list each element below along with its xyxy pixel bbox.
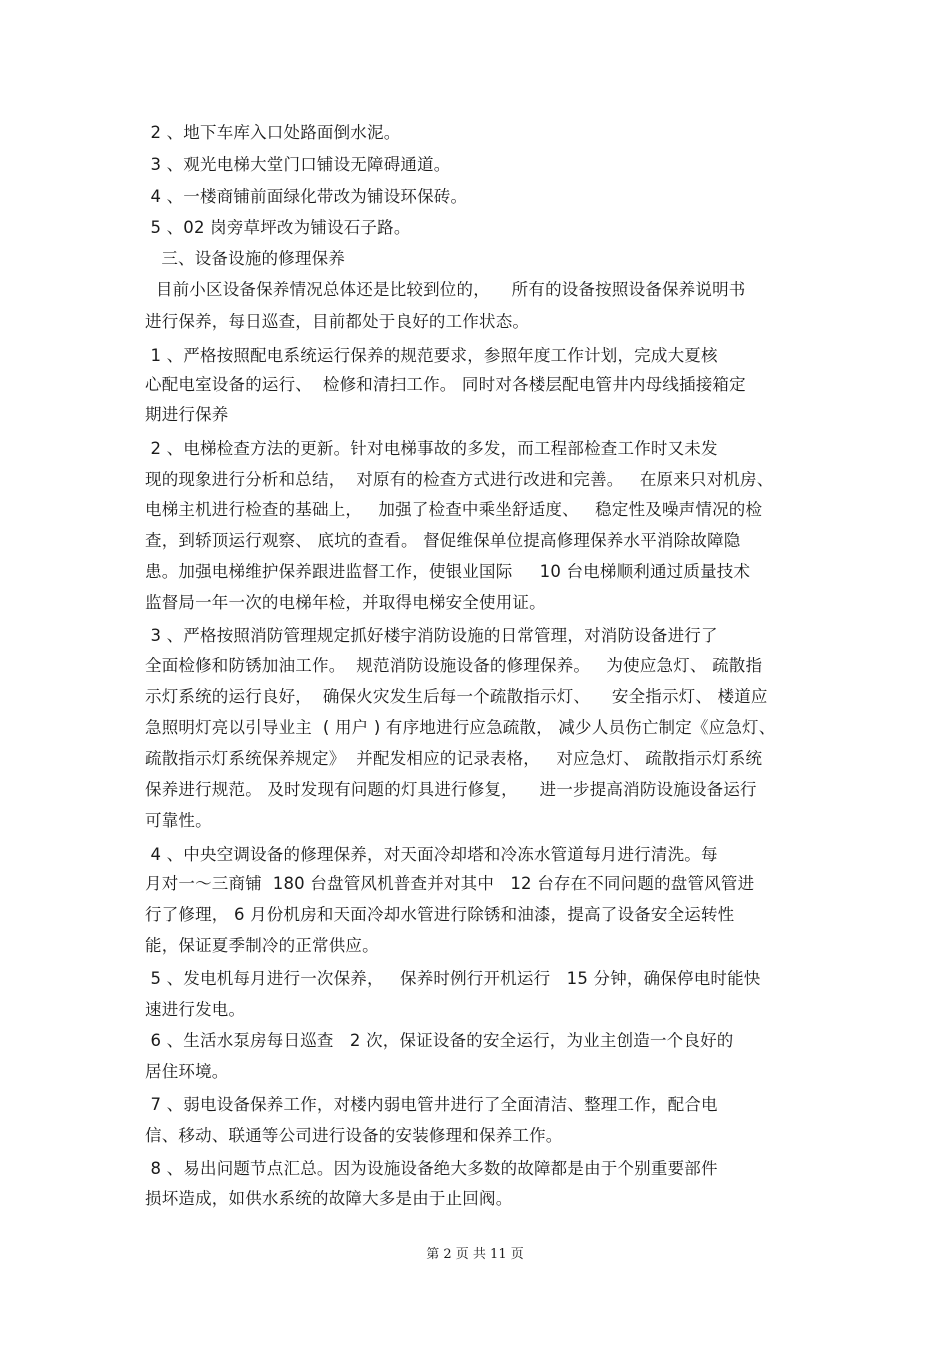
text-line: 4 、中央空调设备的修理保养，对天面冷却塔和冷冻水管道每月进行清洗。每 bbox=[145, 845, 718, 864]
text-line: 现的现象进行分析和总结， 对原有的检查方式进行改进和完善。 在原来只对机房、 bbox=[145, 470, 774, 489]
text-line: 1 、严格按照配电系统运行保养的规范要求，参照年度工作计划，完成大夏核 bbox=[145, 346, 718, 365]
text-line: 患。加强电梯维护保养跟进监督工作，使银业国际 10 台电梯顺利通过质量技术 bbox=[145, 562, 751, 581]
text-line: 保养进行规范。 及时发现有问题的灯具进行修复， 进一步提高消防设施设备运行 bbox=[145, 780, 757, 799]
text-line: 4 、一楼商铺前面绿化带改为铺设环保砖。 bbox=[145, 187, 468, 206]
text-line: 居住环境。 bbox=[145, 1062, 229, 1081]
page-footer: 第 2 页 共 11 页 bbox=[426, 1247, 524, 1262]
text-line: 6 、生活水泵房每日巡查 2 次，保证设备的安全运行，为业主创造一个良好的 bbox=[145, 1031, 734, 1050]
text-line: 电梯主机进行检查的基础上， 加强了检查中乘坐舒适度、 稳定性及噪声情况的检 bbox=[145, 500, 763, 519]
text-line: 信、移动、联通等公司进行设备的安装修理和保养工作。 bbox=[145, 1126, 563, 1145]
text-line: 查，到轿顶运行观察、 底坑的查看。 督促维保单位提高修理保养水平消除故障隐 bbox=[145, 531, 741, 550]
text-line: 三、设备设施的修理保养 bbox=[145, 249, 346, 268]
text-line: 能，保证夏季制冷的正常供应。 bbox=[145, 936, 379, 955]
text-line: 目前小区设备保养情况总体还是比较到位的， 所有的设备按照设备保养说明书 bbox=[145, 280, 746, 299]
text-line: 急照明灯亮以引导业主 ( 用户 ) 有序地进行应急疏散， 减少人员伤亡制定《应急灯、 bbox=[145, 718, 776, 737]
text-line: 疏散指示灯系统保养规定》 并配发相应的记录表格， 对应急灯、 疏散指示灯系统 bbox=[145, 749, 763, 768]
text-line: 8 、易出问题节点汇总。因为设施设备绝大多数的故障都是由于个别重要部件 bbox=[145, 1159, 718, 1178]
text-line: 5 、发电机每月进行一次保养， 保养时例行开机运行 15 分钟，确保停电时能快 bbox=[145, 969, 761, 988]
text-line: 监督局一年一次的电梯年检，并取得电梯安全使用证。 bbox=[145, 593, 546, 612]
text-line: 行了修理， 6 月份机房和天面冷却水管进行除锈和油漆，提高了设备安全运转性 bbox=[145, 905, 735, 924]
text-line: 损坏造成，如供水系统的故障大多是由于止回阀。 bbox=[145, 1189, 513, 1208]
text-line: 速进行发电。 bbox=[145, 1000, 246, 1019]
text-line: 心配电室设备的运行、 检修和清扫工作。 同时对各楼层配电管井内母线插接箱定 bbox=[145, 375, 746, 394]
text-line: 全面检修和防锈加油工作。 规范消防设施设备的修理保养。 为使应急灯、 疏散指 bbox=[145, 656, 763, 675]
text-line: 5 、02 岗旁草坪改为铺设石子路。 bbox=[145, 218, 411, 237]
text-line: 3 、观光电梯大堂门口铺设无障碍通道。 bbox=[145, 155, 451, 174]
text-line: 2 、电梯检查方法的更新。针对电梯事故的多发，而工程部检查工作时又未发 bbox=[145, 439, 718, 458]
text-line: 期进行保养 bbox=[145, 405, 229, 424]
text-line: 可靠性。 bbox=[145, 811, 212, 830]
text-line: 3 、严格按照消防管理规定抓好楼宇消防设施的日常管理，对消防设备进行了 bbox=[145, 626, 718, 645]
text-line: 7 、弱电设备保养工作，对楼内弱电管井进行了全面清洁、整理工作，配合电 bbox=[145, 1095, 718, 1114]
text-line: 月对一～三商铺 180 台盘管风机普查并对其中 12 台存在不同问题的盘管风管进 bbox=[145, 874, 755, 893]
text-line: 示灯系统的运行良好， 确保火灾发生后每一个疏散指示灯、 安全指示灯、 楼道应 bbox=[145, 687, 768, 706]
text-line: 2 、地下车库入口处路面倒水泥。 bbox=[145, 123, 401, 142]
text-line: 进行保养，每日巡查，目前都处于良好的工作状态。 bbox=[145, 312, 530, 331]
